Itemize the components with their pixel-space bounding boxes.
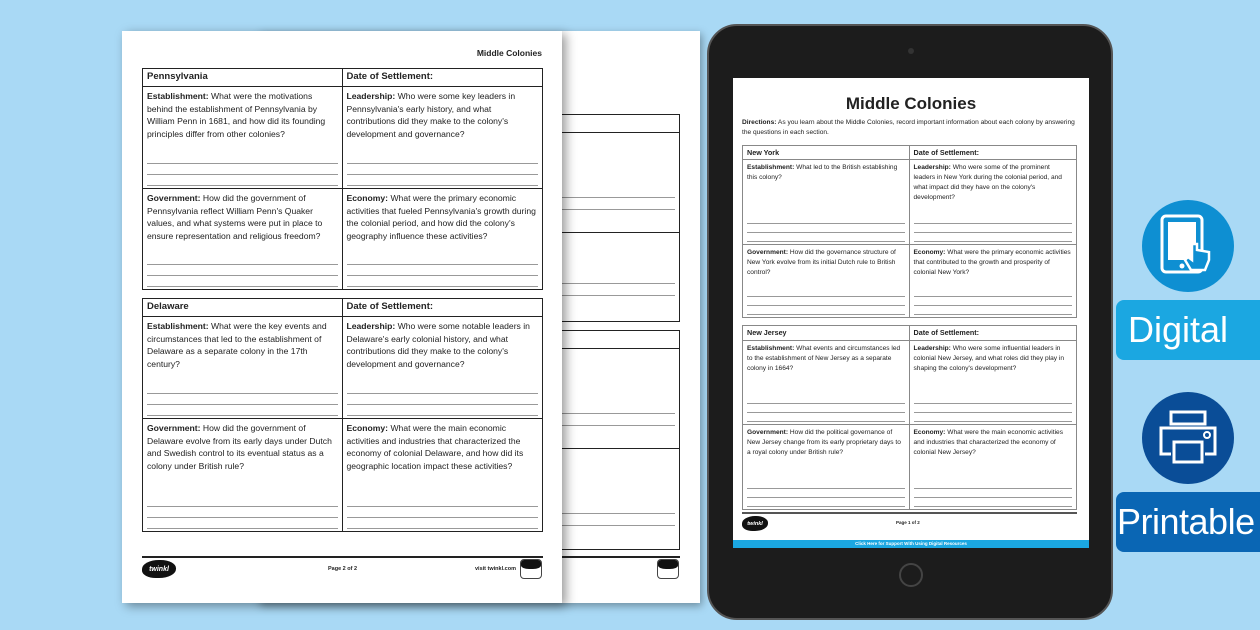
question-label: Leadership:	[913, 345, 951, 352]
question-cell	[910, 160, 1077, 244]
question-cell	[910, 244, 1077, 317]
footer-divider	[742, 512, 1077, 514]
question-text: How did the government of Delaware evolve from its early days under Dutch and Swedish control to its eventual status as a colony under British rule?	[147, 423, 332, 471]
question-text: What led to the British establishing this colony?	[747, 164, 898, 181]
printer-icon	[1142, 392, 1234, 484]
answer-lines[interactable]	[347, 153, 539, 186]
answer-line[interactable]	[347, 275, 539, 276]
footer-divider	[142, 556, 543, 558]
home-button[interactable]	[899, 563, 923, 587]
answer-lines[interactable]	[747, 215, 905, 242]
date-of-settlement-label: Date of Settlement:	[910, 146, 1077, 160]
answer-line[interactable]	[147, 517, 338, 518]
answer-line[interactable]	[347, 264, 539, 265]
question-label: Economy:	[346, 193, 389, 203]
answer-lines[interactable]	[347, 254, 539, 287]
quality-badge	[520, 559, 542, 579]
question-text: Who were some notable leaders in Delaware's early colonial history, and what contributions did they make to the colony's development and governance?	[346, 321, 530, 369]
directions	[742, 118, 1082, 138]
answer-line[interactable]	[914, 314, 1073, 315]
question-text: What were the main economic activities and industries that characterized the economy of colonial Delaware, and how did its geographic location impact these activities?	[346, 423, 524, 471]
answer-lines[interactable]	[914, 215, 1073, 242]
answer-line[interactable]	[347, 517, 539, 518]
question-label: Economy:	[913, 429, 946, 436]
answer-line[interactable]	[747, 314, 905, 315]
answer-line[interactable]	[747, 403, 905, 404]
answer-lines[interactable]	[747, 395, 905, 422]
answer-line[interactable]	[914, 412, 1073, 413]
question-label: Government:	[747, 249, 789, 256]
answer-lines[interactable]	[147, 153, 338, 186]
quality-badge	[657, 559, 679, 579]
answer-line[interactable]	[914, 506, 1073, 507]
answer-line[interactable]	[147, 286, 338, 287]
answer-line[interactable]	[347, 415, 539, 416]
question-cell	[143, 317, 343, 418]
question-text: What were the primary economic activities that contributed to the growth and prosperity of colonial New York?	[913, 249, 1071, 276]
answer-line[interactable]	[147, 163, 338, 164]
question-text: What events and circumstances led to the establishment of New Jersey as a separate colony in 1664?	[747, 345, 901, 372]
question-text: What were the primary economic activities that fueled Pennsylvania's growth during the colonial period, and how did the colony's geography influence these activities?	[346, 193, 536, 241]
question-cell	[743, 424, 910, 509]
question-text: What were the main economic activities and industries that characterized the economy of colonial New Jersey?	[913, 429, 1064, 456]
digital-label: Digital	[1128, 309, 1229, 350]
page-number: Page 2 of 2	[328, 566, 358, 572]
answer-line[interactable]	[347, 163, 539, 164]
question-label: Leadership:	[346, 91, 396, 101]
answer-line[interactable]	[747, 241, 905, 242]
answer-line[interactable]	[747, 223, 905, 224]
question-label: Leadership:	[913, 164, 951, 171]
answer-line[interactable]	[147, 264, 338, 265]
date-of-settlement-label: Date of Settlement:	[910, 326, 1077, 341]
answer-line[interactable]	[347, 393, 539, 394]
answer-lines[interactable]	[914, 480, 1073, 507]
page-title: Middle Colonies	[845, 94, 977, 113]
answer-line[interactable]	[747, 497, 905, 498]
answer-line[interactable]	[747, 412, 905, 413]
digital-banner	[1116, 300, 1260, 360]
answer-lines[interactable]	[914, 395, 1073, 422]
question-cell	[343, 87, 543, 188]
twinkl-logo: twinkl	[742, 516, 768, 531]
colony-table	[742, 325, 1077, 510]
answer-line[interactable]	[347, 506, 539, 507]
directions-label: Directions:	[742, 119, 777, 126]
answer-line[interactable]	[147, 415, 338, 416]
colony-table	[142, 298, 543, 532]
question-label: Establishment:	[147, 321, 209, 331]
colony-table	[742, 145, 1077, 318]
answer-lines[interactable]	[914, 288, 1073, 315]
answer-line[interactable]	[147, 393, 338, 394]
question-label: Establishment:	[747, 164, 795, 171]
colony-name: Pennsylvania	[143, 69, 343, 87]
answer-lines[interactable]	[347, 496, 539, 529]
answer-line[interactable]	[347, 286, 539, 287]
answer-line[interactable]	[147, 185, 338, 186]
printable-label: Printable	[1117, 501, 1255, 542]
question-cell	[910, 341, 1077, 424]
date-of-settlement-label: Date of Settlement:	[343, 69, 543, 87]
answer-line[interactable]	[914, 223, 1073, 224]
question-cell	[343, 418, 543, 531]
question-label: Establishment:	[747, 345, 795, 352]
answer-lines[interactable]	[147, 383, 338, 416]
question-cell	[910, 424, 1077, 509]
question-cell	[343, 188, 543, 289]
answer-line[interactable]	[914, 497, 1073, 498]
answer-line[interactable]	[914, 232, 1073, 233]
answer-line[interactable]	[147, 528, 338, 529]
answer-lines[interactable]	[347, 383, 539, 416]
answer-line[interactable]	[347, 185, 539, 186]
answer-line[interactable]	[147, 506, 338, 507]
answer-line[interactable]	[914, 305, 1073, 306]
answer-line[interactable]	[747, 296, 905, 297]
answer-line[interactable]	[914, 296, 1073, 297]
camera-icon	[908, 48, 914, 54]
question-label: Establishment:	[147, 91, 209, 101]
question-text: What were the motivations behind the establishment of Pennsylvania by William Penn in 1681, and how did its founding principles differ from other colonies?	[147, 91, 326, 139]
question-cell	[143, 418, 343, 531]
tablet-touch-icon	[1142, 200, 1234, 292]
question-text: How did the government of Pennsylvania reflect William Penn's Quaker values, and what systems were put in place to ensure representation and religious freedom?	[147, 193, 323, 241]
visit-link[interactable]: visit twinkl.com	[475, 566, 516, 572]
answer-line[interactable]	[914, 488, 1073, 489]
colony-name: Delaware	[143, 299, 343, 317]
question-label: Government:	[147, 193, 201, 203]
answer-lines[interactable]	[747, 288, 905, 315]
question-label: Economy:	[346, 423, 389, 433]
question-text: What were the key events and circumstances that led to the establishment of Delaware as a separate colony in the 17th century?	[147, 321, 327, 369]
question-label: Economy:	[913, 249, 946, 256]
question-cell	[743, 244, 910, 317]
question-cell	[143, 188, 343, 289]
answer-line[interactable]	[747, 421, 905, 422]
question-text: Who were some influential leaders in colonial New Jersey, and what roles did they play in shaping the colony's development?	[913, 345, 1065, 372]
answer-lines[interactable]	[147, 496, 338, 529]
date-of-settlement-label: Date of Settlement:	[343, 299, 543, 317]
answer-line[interactable]	[747, 305, 905, 306]
question-label: Government:	[747, 429, 789, 436]
colony-name: New York	[743, 146, 910, 160]
answer-line[interactable]	[347, 404, 539, 405]
answer-line[interactable]	[914, 421, 1073, 422]
answer-line[interactable]	[747, 488, 905, 489]
answer-lines[interactable]	[747, 480, 905, 507]
answer-lines[interactable]	[147, 254, 338, 287]
printable-banner	[1116, 492, 1260, 552]
answer-line[interactable]	[914, 241, 1073, 242]
answer-line[interactable]	[147, 404, 338, 405]
worksheet-page-2	[122, 31, 562, 603]
colony-name: New Jersey	[743, 326, 910, 341]
question-cell	[143, 87, 343, 188]
question-label: Leadership:	[346, 321, 396, 331]
question-text: Who were some key leaders in Pennsylvania's early history, and what contributions did they make to the colony's development and governance?	[346, 91, 516, 139]
question-cell	[743, 341, 910, 424]
header-title: Middle Colonies	[476, 48, 542, 58]
answer-line[interactable]	[747, 232, 905, 233]
answer-line[interactable]	[914, 403, 1073, 404]
support-banner-link[interactable]: Click Here for Support With Using Digital Resources	[733, 540, 1089, 548]
question-cell	[743, 160, 910, 244]
question-cell	[343, 317, 543, 418]
answer-line[interactable]	[747, 506, 905, 507]
question-text: Who were some of the prominent leaders in New York during the colonial period, and what impact did they have on the colony's development?	[913, 164, 1062, 201]
tablet-screen	[733, 78, 1089, 548]
page-number: Page 1 of 2	[896, 520, 920, 525]
answer-line[interactable]	[347, 174, 539, 175]
answer-line[interactable]	[347, 528, 539, 529]
colony-table	[142, 68, 543, 290]
answer-line[interactable]	[147, 275, 338, 276]
question-text: How did the governance structure of New York evolve from its initial Dutch rule to British control?	[747, 249, 896, 276]
directions-text: As you learn about the Middle Colonies, record important information about each colony by answering the questions in each section.	[742, 119, 1075, 136]
answer-line[interactable]	[147, 174, 338, 175]
twinkl-logo: twinkl	[142, 560, 176, 578]
question-label: Government:	[147, 423, 201, 433]
question-text: How did the political governance of New Jersey change from its early proprietary days to a royal colony under British rule?	[747, 429, 901, 456]
